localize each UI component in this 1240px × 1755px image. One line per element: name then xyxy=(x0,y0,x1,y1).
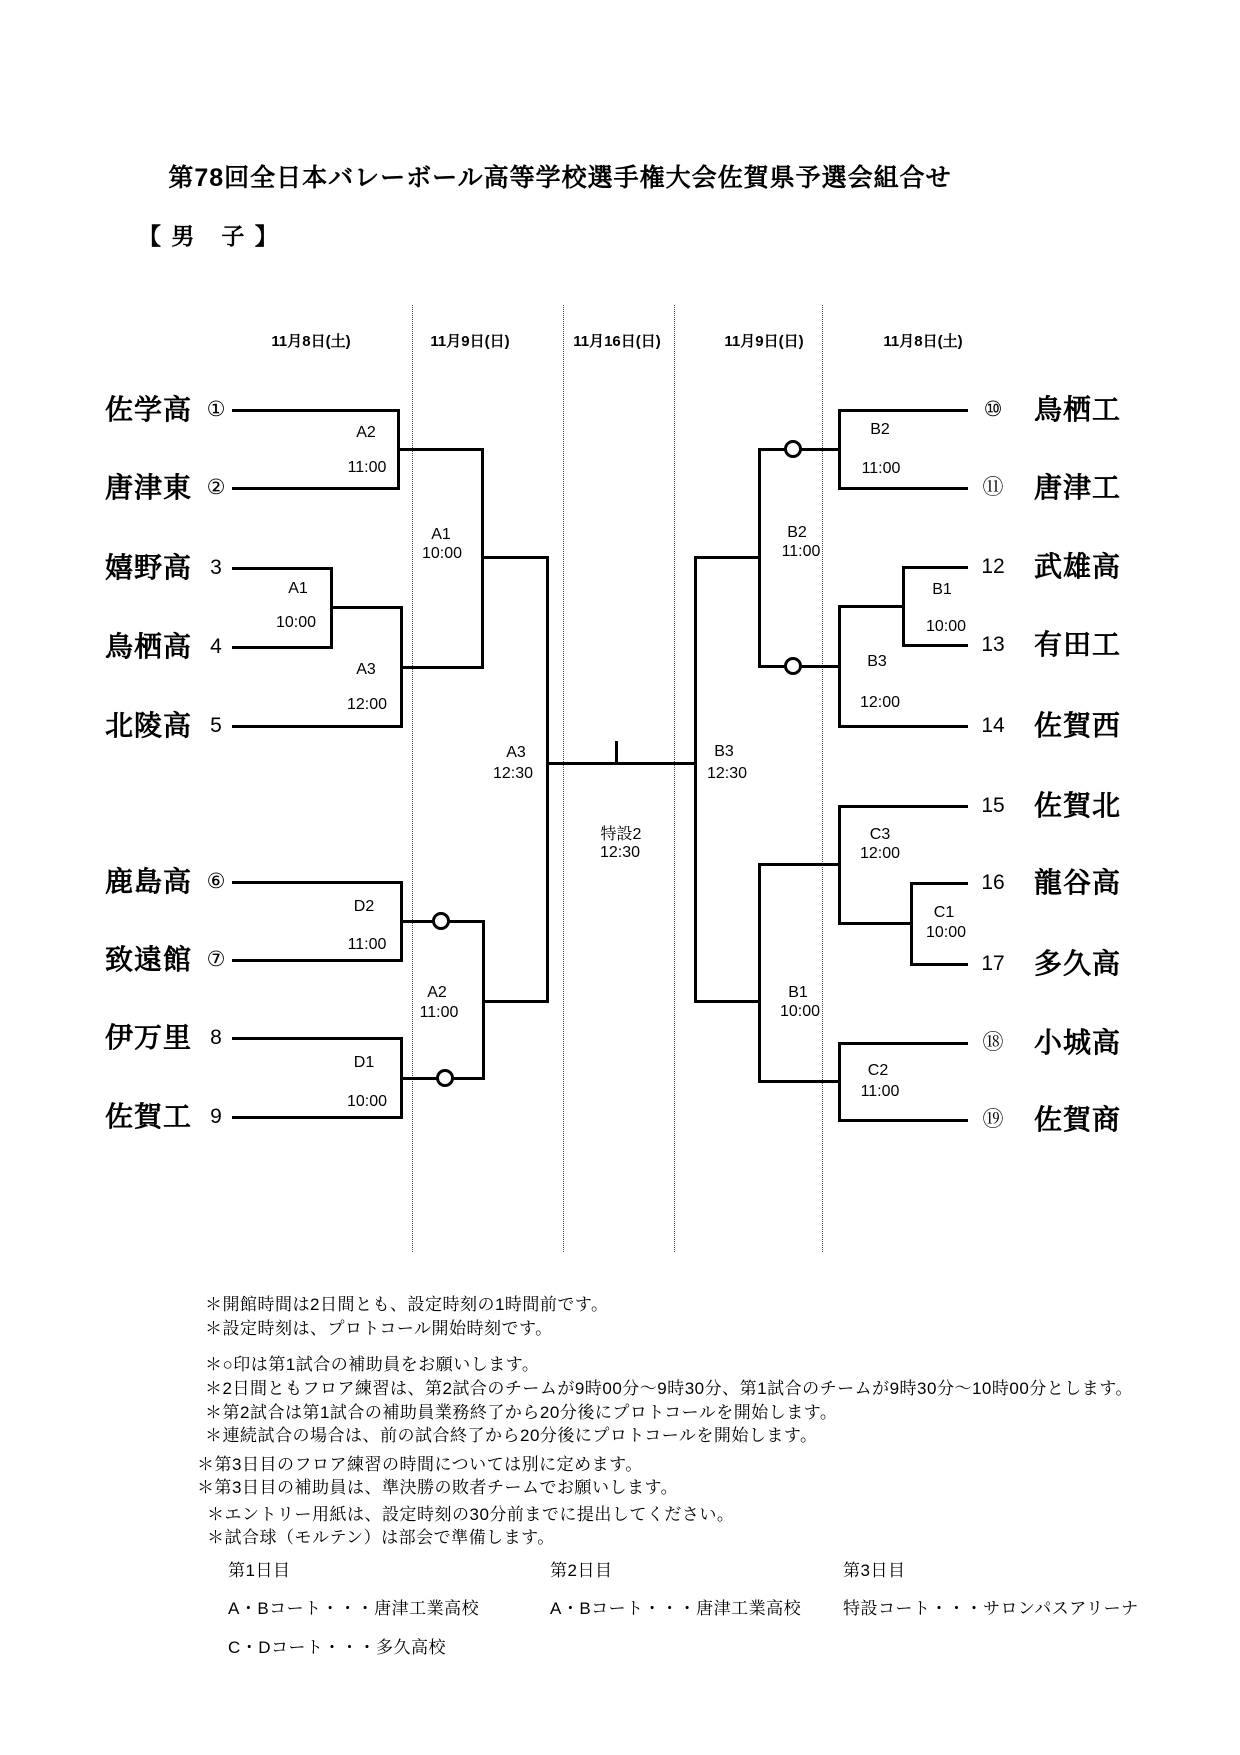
team-name: 嬉野高 xyxy=(104,552,192,583)
team-name: 北陵高 xyxy=(104,710,192,741)
bracket-line xyxy=(330,606,403,609)
match-code: B2 xyxy=(870,421,890,438)
bracket-line xyxy=(838,1119,968,1122)
bracket-line xyxy=(838,805,968,808)
note-line: ＊設定時刻は、プロトコール開始時刻です。 xyxy=(205,1319,553,1338)
venue-line: A・Bコート・・・唐津工業高校 xyxy=(228,1599,480,1618)
section-label: 【 男 子 】 xyxy=(138,223,280,249)
team-name: 有田工 xyxy=(1034,629,1122,660)
bracket-line xyxy=(232,1037,403,1040)
bracket-line xyxy=(232,1116,403,1119)
helper-circle xyxy=(784,440,802,458)
team-seed: ② xyxy=(206,476,226,499)
venue-title: 第2日目 xyxy=(550,1561,613,1580)
bracket-line xyxy=(694,1000,761,1003)
bracket-line xyxy=(232,487,400,490)
bracket-line xyxy=(838,409,968,412)
champion-tick xyxy=(615,741,618,762)
bracket-line xyxy=(758,1080,841,1083)
bracket-line xyxy=(232,881,403,884)
match-code: B1 xyxy=(788,984,808,1001)
match-time: 12:00 xyxy=(859,694,901,711)
match-code: B2 xyxy=(787,524,807,541)
bracket-line xyxy=(838,487,968,490)
team-seed: 9 xyxy=(210,1105,222,1128)
match-time: 10:00 xyxy=(779,1003,821,1020)
venue-title: 第1日目 xyxy=(228,1561,291,1580)
team-seed: ① xyxy=(206,398,226,421)
bracket-line xyxy=(232,409,400,412)
team-name: 唐津工 xyxy=(1034,472,1122,503)
bracket-line xyxy=(758,863,841,866)
match-code: D2 xyxy=(353,898,375,915)
bracket-line xyxy=(838,605,905,608)
date-header: 11月9日(日) xyxy=(724,333,804,350)
bracket-line xyxy=(400,666,484,669)
team-name: 武雄高 xyxy=(1034,551,1122,582)
note-line: ＊第3日目の補助員は、準決勝の敗者チームでお願いします。 xyxy=(197,1478,679,1497)
venue-line: A・Bコート・・・唐津工業高校 xyxy=(550,1599,802,1618)
match-code: D1 xyxy=(353,1054,375,1071)
match-code: A3 xyxy=(356,661,376,678)
match-code: A1 xyxy=(288,580,308,597)
match-time: 10:00 xyxy=(421,545,463,562)
bracket-line xyxy=(232,567,333,570)
team-seed: 12 xyxy=(981,555,1005,578)
bracket-line xyxy=(232,646,333,649)
match-time: 12:30 xyxy=(492,765,534,782)
match-code: A1 xyxy=(431,526,451,543)
date-header: 11月8日(土) xyxy=(271,333,351,350)
bracket-line xyxy=(910,963,968,966)
team-name: 佐賀西 xyxy=(1034,710,1122,741)
bracket-line xyxy=(838,922,913,925)
venue-line: C・Dコート・・・多久高校 xyxy=(228,1638,447,1657)
note-line: ＊2日間ともフロア練習は、第2試合のチームが9時00分～9時30分、第1試合のチームが9時30分～10時00分とします。 xyxy=(205,1379,1133,1398)
bracket-line xyxy=(694,556,761,559)
date-header: 11月9日(日) xyxy=(430,333,510,350)
match-time: 11:00 xyxy=(419,1004,459,1021)
team-seed: 15 xyxy=(981,794,1005,817)
helper-circle xyxy=(436,1069,454,1087)
note-line: ＊試合球（モルテン）は部会で準備します。 xyxy=(207,1528,555,1547)
team-name: 佐賀商 xyxy=(1034,1104,1122,1135)
note-line: ＊第2試合は第1試合の補助員業務終了から20分後にプロトコールを開始します。 xyxy=(205,1403,838,1422)
team-name: 鳥栖高 xyxy=(104,631,192,662)
match-code: C2 xyxy=(867,1062,889,1079)
bracket-line xyxy=(838,1042,968,1045)
venue-line: 特設コート・・・サロンパスアリーナ xyxy=(843,1599,1139,1618)
page-title: 第78回全日本バレーボール高等学校選手権大会佐賀県予選会組合せ xyxy=(168,164,952,192)
match-time: 12:00 xyxy=(346,696,388,713)
team-name: 龍谷高 xyxy=(1034,867,1122,898)
team-name: 佐賀北 xyxy=(1034,790,1122,821)
note-line: ＊エントリー用紙は、設定時刻の30分前までに提出してください。 xyxy=(207,1505,735,1524)
match-code: B3 xyxy=(714,743,734,760)
bracket-line xyxy=(232,725,403,728)
team-seed: 13 xyxy=(981,633,1005,656)
team-seed: 3 xyxy=(210,556,222,579)
team-name: 唐津東 xyxy=(104,472,192,503)
team-name: 鳥栖工 xyxy=(1034,394,1122,425)
bracket-line xyxy=(481,556,549,559)
match-time: 12:30 xyxy=(599,844,641,861)
bracket-line xyxy=(838,725,968,728)
team-name: 小城高 xyxy=(1034,1027,1122,1058)
match-code: A2 xyxy=(427,984,447,1001)
bracket-line xyxy=(902,644,968,647)
match-code: C3 xyxy=(869,826,891,843)
bracket-line xyxy=(397,448,484,451)
note-line: ＊第3日目のフロア練習の時間については別に定めます。 xyxy=(197,1455,643,1474)
note-line: ＊開館時間は2日間とも、設定時刻の1時間前です。 xyxy=(205,1295,609,1314)
bracket-line xyxy=(902,566,968,569)
match-time: 10:00 xyxy=(275,614,317,631)
match-code: C1 xyxy=(933,904,955,921)
team-name: 致遠館 xyxy=(104,944,192,975)
team-name: 佐賀工 xyxy=(104,1101,192,1132)
team-seed: ⑲ xyxy=(982,1108,1004,1131)
helper-circle xyxy=(432,912,450,930)
date-header: 11月16日(日) xyxy=(573,333,661,350)
helper-circle xyxy=(784,657,802,675)
match-time: 12:00 xyxy=(859,845,901,862)
team-seed: ⑪ xyxy=(982,476,1004,499)
match-code: B1 xyxy=(932,581,952,598)
team-seed: 8 xyxy=(210,1026,222,1049)
team-seed: ⑱ xyxy=(982,1031,1004,1054)
final-line xyxy=(546,762,697,765)
bracket-line xyxy=(546,556,549,1003)
match-time: 11:00 xyxy=(860,1083,900,1100)
column-separator xyxy=(674,305,675,1252)
team-seed: 4 xyxy=(210,635,222,658)
team-seed: ⑩ xyxy=(983,398,1003,421)
bracket-line xyxy=(910,882,968,885)
venue-title: 第3日目 xyxy=(843,1561,906,1580)
bracket-line xyxy=(482,1000,549,1003)
note-line: ＊○印は第1試合の補助員をお願いします。 xyxy=(205,1355,540,1374)
team-name: 鹿島高 xyxy=(104,866,192,897)
match-time: 11:00 xyxy=(347,459,387,476)
team-seed: 16 xyxy=(981,871,1005,894)
bracket-line xyxy=(694,556,697,1003)
date-header: 11月8日(土) xyxy=(883,333,963,350)
match-time: 12:30 xyxy=(706,765,748,782)
team-name: 佐学高 xyxy=(104,394,192,425)
team-seed: 17 xyxy=(981,952,1005,975)
match-time: 11:00 xyxy=(347,936,387,953)
bracket-line xyxy=(758,863,761,1083)
bracket-line xyxy=(232,959,403,962)
note-line: ＊連続試合の場合は、前の試合終了から20分後にプロトコールを開始します。 xyxy=(205,1426,818,1445)
team-seed: ⑦ xyxy=(206,948,226,971)
match-time: 10:00 xyxy=(925,618,967,635)
team-seed: 14 xyxy=(981,714,1005,737)
match-time: 11:00 xyxy=(861,460,901,477)
team-name: 多久高 xyxy=(1034,948,1122,979)
match-time: 10:00 xyxy=(346,1093,388,1110)
team-name: 伊万里 xyxy=(104,1022,192,1053)
team-seed: 5 xyxy=(210,714,222,737)
match-code: 特設2 xyxy=(600,826,642,843)
match-code: B3 xyxy=(867,653,887,670)
match-code: A2 xyxy=(356,424,376,441)
team-seed: ⑥ xyxy=(206,870,226,893)
match-code: A3 xyxy=(506,744,526,761)
match-time: 10:00 xyxy=(925,924,967,941)
match-time: 11:00 xyxy=(781,543,821,560)
column-separator xyxy=(563,305,564,1252)
